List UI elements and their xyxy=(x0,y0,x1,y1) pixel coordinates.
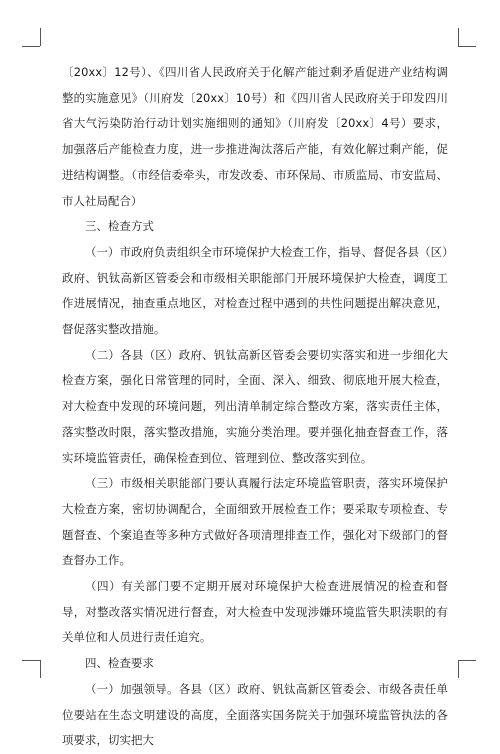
paragraph-requirement-1: （一）加强领导。各县（区）政府、钒钛高新区管委会、市级各责任单位要站在生态文明建设的高度，全面落实国务院关于加强环境监管执法的各项要求，切实把大 xyxy=(62,681,448,748)
crop-mark-bottom-right-horizontal xyxy=(458,660,476,661)
paragraph-method-4: （四）有关部门要不定期开展对环境保护大检查进展情况的检查和督导，对整改落实情况进行督查，对大检查中发现涉嫌环境监管失职渎职的有关单位和人员进行责任追究。 xyxy=(62,579,448,645)
section-heading-inspection-methods: 三、检查方式 xyxy=(85,219,154,234)
section-heading-inspection-requirements: 四、检查要求 xyxy=(85,656,154,671)
paragraph-policy-references: 〔20xx〕12号）、《四川省人民政府关于化解产能过剩矛盾促进产业结构调整的实施意见》（川府发〔20xx〕10号）和《四川省人民政府关于印发四川省大气污染防治行动计划实施细则的通知》（川府发〔20xx〕4号）要求，加强落后产能检查力度，进一步推进淘汰落后产能，有效化解过剩产能，促进结构调整。（市经信委牵头，市发改委、市环保局、市质监局、市安监局、市人社局配合） xyxy=(62,65,448,208)
paragraph-method-1: （一）市政府负责组织全市环境保护大检查工作，指导、督促各县（区）政府、钒钛高新区管委会和市级相关职能部门开展环境保护大检查，调度工作进展情况，抽查重点地区，对检查过程中遇到的共性问题提出解决意见，督促落实整改措施。 xyxy=(62,244,448,337)
crop-mark-top-right-vertical xyxy=(458,28,459,46)
crop-mark-bottom-left-horizontal xyxy=(22,660,40,661)
crop-mark-top-left-horizontal xyxy=(22,46,40,47)
crop-mark-bottom-right-vertical xyxy=(458,660,459,678)
paragraph-method-2: （二）各县（区）政府、钒钛高新区管委会要切实落实和进一步细化大检查方案，强化日常管理的同时，全面、深入、细致、彻底地开展大检查，对大检查中发现的环境问题，列出清单制定综合整改方案，落实责任主体，落实整改时限，落实整改措施，实施分类治理。要并强化抽查督查工作，落实环境监管责任，确保检查到位、管理到位、整改落实到位。 xyxy=(62,347,448,465)
crop-mark-top-right-horizontal xyxy=(458,46,476,47)
document-body xyxy=(62,60,448,754)
crop-mark-bottom-left-vertical xyxy=(40,660,41,678)
crop-mark-top-left-vertical xyxy=(40,28,41,46)
paragraph-method-3: （三）市级相关职能部门要认真履行法定环境监管职责，落实环境保护大检查方案，密切协调配合，全面细致开展检查工作；要采取专项检查、专题督查、个案追查等多种方式做好各项清理排查工作，强化对下级部门的督查督办工作。 xyxy=(62,476,448,568)
